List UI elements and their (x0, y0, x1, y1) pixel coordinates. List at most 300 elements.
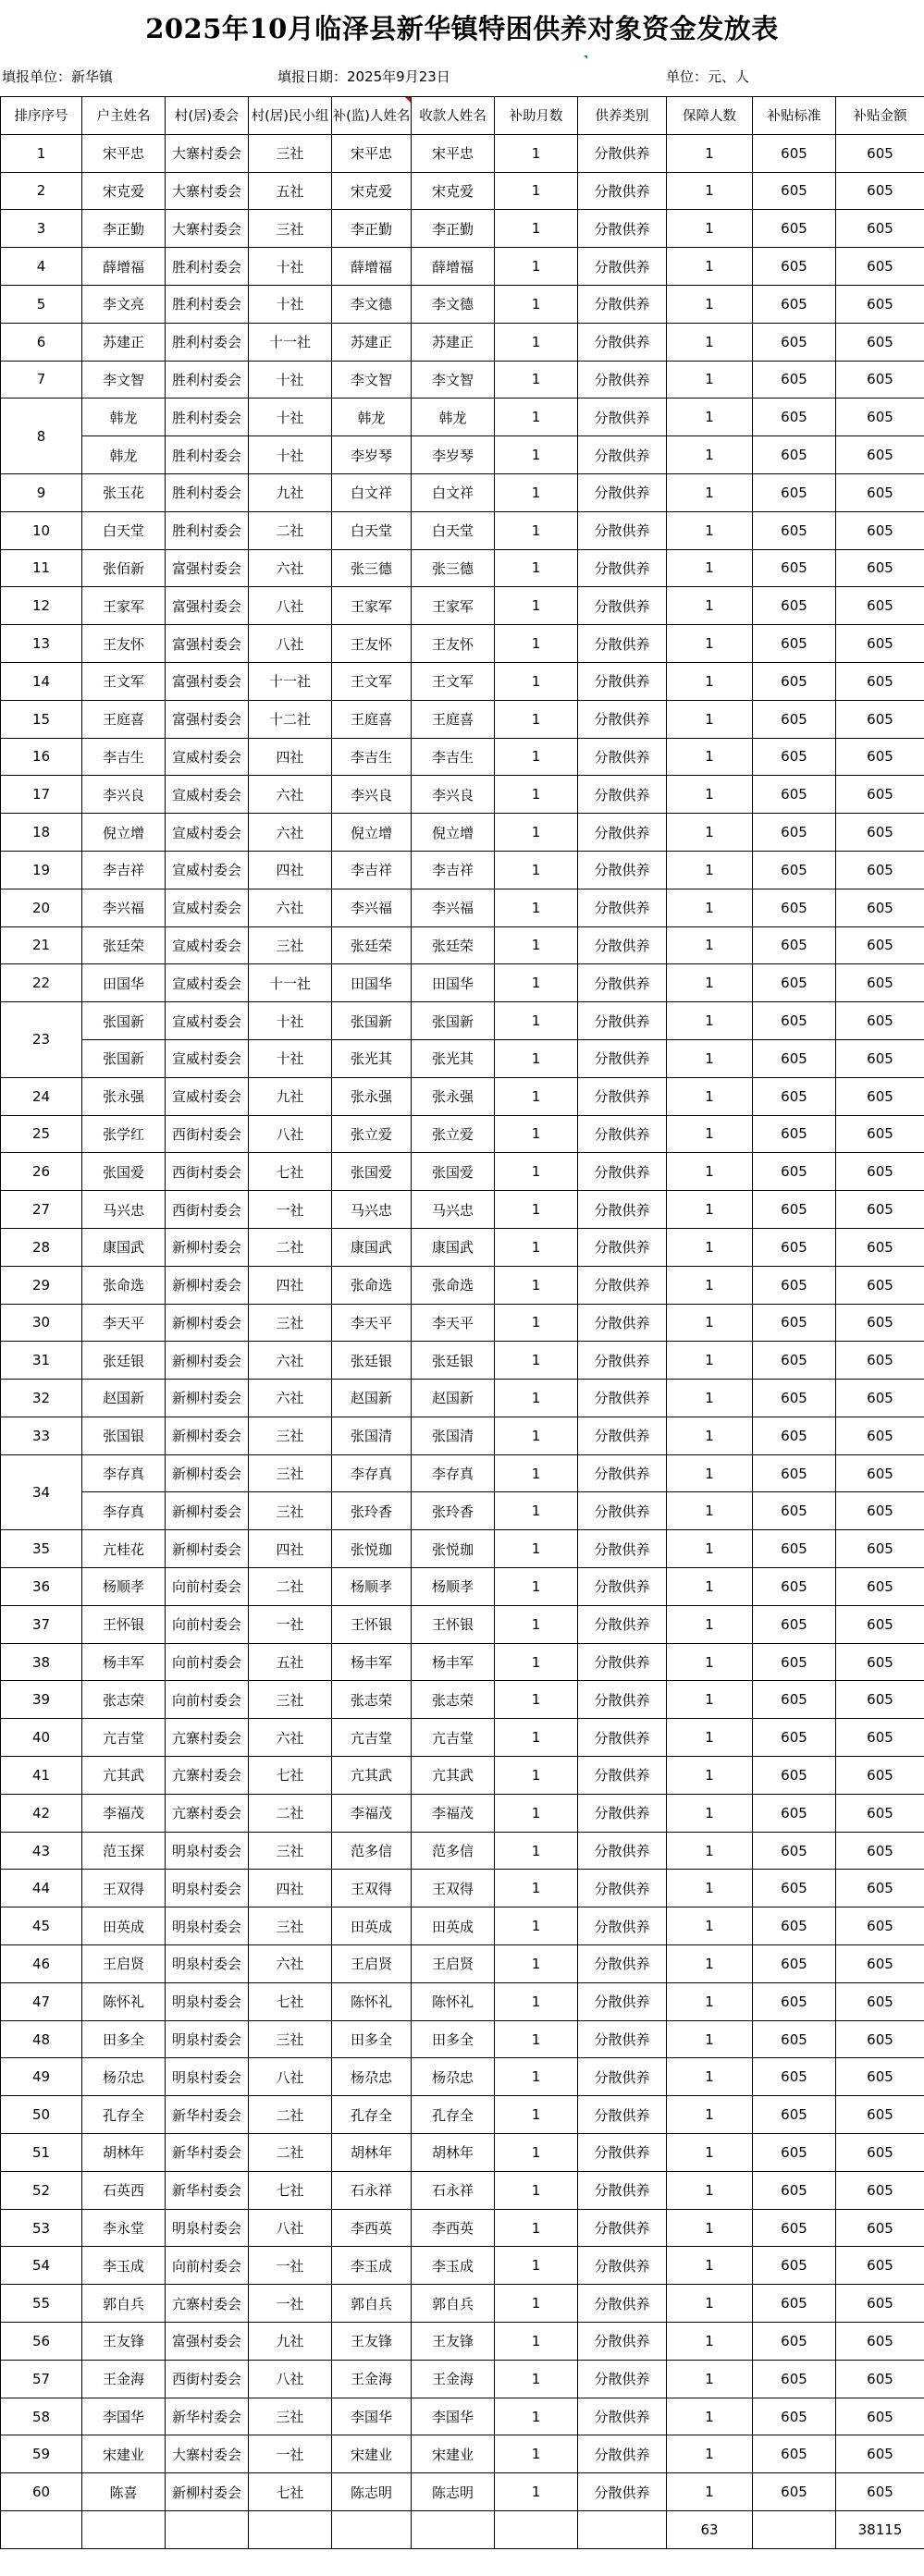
amount-cell: 605 (836, 172, 924, 210)
payee-cell: 王文军 (412, 662, 495, 700)
table-row (1, 1191, 924, 1229)
amount-cell: 605 (836, 625, 924, 663)
serial-cell: 44 (1, 1870, 82, 1907)
householder-cell: 李天平 (82, 1304, 166, 1342)
payee-cell: 亢其武 (412, 1757, 495, 1795)
serial-cell: 55 (1, 2285, 82, 2323)
months-cell: 1 (495, 776, 578, 814)
type-cell: 分散供养 (578, 2360, 667, 2398)
months-cell: 1 (495, 436, 578, 474)
standard-cell: 605 (753, 323, 836, 361)
type-cell: 分散供养 (578, 1304, 667, 1342)
payee-cell: 石永祥 (412, 2171, 495, 2209)
type-cell: 分散供养 (578, 399, 667, 436)
group-cell: 六社 (249, 776, 332, 814)
months-cell: 1 (495, 1002, 578, 1040)
village-cell: 亢寨村委会 (166, 1719, 249, 1757)
type-cell: 分散供养 (578, 1643, 667, 1681)
type-cell: 分散供养 (578, 851, 667, 889)
standard-cell: 605 (753, 1530, 836, 1568)
standard-cell: 605 (753, 2020, 836, 2058)
serial-cell: 56 (1, 2323, 82, 2361)
householder-cell: 范玉探 (82, 1832, 166, 1870)
type-cell: 分散供养 (578, 2209, 667, 2247)
months-cell: 1 (495, 1757, 578, 1795)
group-cell: 三社 (249, 1907, 332, 1945)
table-row (1, 1417, 924, 1454)
type-cell: 分散供养 (578, 2096, 667, 2134)
months-cell: 1 (495, 1342, 578, 1380)
type-cell: 分散供养 (578, 1982, 667, 2020)
serial-cell: 42 (1, 1794, 82, 1832)
months-cell: 1 (495, 2398, 578, 2435)
type-cell: 分散供养 (578, 1681, 667, 1719)
standard-cell: 605 (753, 1719, 836, 1757)
serial-cell: 60 (1, 2473, 82, 2511)
amount-cell: 605 (836, 1907, 924, 1945)
amount-cell: 605 (836, 323, 924, 361)
group-cell: 十社 (249, 1002, 332, 1040)
group-cell: 二社 (249, 1794, 332, 1832)
serial-cell: 39 (1, 1681, 82, 1719)
amount-cell: 605 (836, 248, 924, 286)
householder-cell: 孔存全 (82, 2096, 166, 2134)
months-cell: 1 (495, 1266, 578, 1304)
householder-cell: 康国武 (82, 1228, 166, 1266)
months-cell: 1 (495, 2435, 578, 2473)
person-cell: 王金海 (332, 2360, 412, 2398)
person-cell: 李福茂 (332, 1794, 412, 1832)
group-cell: 二社 (249, 2096, 332, 2134)
village-cell: 新华村委会 (166, 2171, 249, 2209)
cell-comment-marker (584, 55, 587, 59)
standard-cell: 605 (753, 436, 836, 474)
payee-cell: 田国华 (412, 964, 495, 1002)
count-cell: 1 (667, 134, 753, 172)
table-row (1, 285, 924, 323)
months-cell: 1 (495, 1907, 578, 1945)
village-cell: 胜利村委会 (166, 473, 249, 511)
person-cell: 李文德 (332, 285, 412, 323)
payee-cell: 陈志明 (412, 2473, 495, 2511)
village-cell: 新柳村委会 (166, 1342, 249, 1380)
months-cell: 1 (495, 2058, 578, 2096)
amount-cell: 605 (836, 1039, 924, 1077)
table-row (1, 1605, 924, 1643)
table-row (1, 776, 924, 814)
amount-cell: 605 (836, 851, 924, 889)
count-cell: 1 (667, 285, 753, 323)
table-row (1, 134, 924, 172)
months-cell: 1 (495, 2209, 578, 2247)
count-cell: 1 (667, 889, 753, 926)
count-cell: 1 (667, 1757, 753, 1795)
village-cell: 富强村委会 (166, 2323, 249, 2361)
months-cell: 1 (495, 399, 578, 436)
header-serial: 排序序号 (1, 97, 82, 135)
person-cell: 马兴忠 (332, 1191, 412, 1229)
type-cell: 分散供养 (578, 1870, 667, 1907)
group-cell: 六社 (249, 549, 332, 587)
amount-cell: 605 (836, 1719, 924, 1757)
householder-cell: 张国新 (82, 1039, 166, 1077)
person-cell: 胡林年 (332, 2134, 412, 2172)
payee-cell: 张悦珈 (412, 1530, 495, 1568)
householder-cell: 王友锋 (82, 2323, 166, 2361)
standard-cell: 605 (753, 172, 836, 210)
group-cell: 九社 (249, 473, 332, 511)
months-cell: 1 (495, 2020, 578, 2058)
months-cell: 1 (495, 2285, 578, 2323)
totals-row (1, 2511, 924, 2549)
village-cell: 胜利村委会 (166, 399, 249, 436)
group-cell: 七社 (249, 2473, 332, 2511)
householder-cell: 李福茂 (82, 1794, 166, 1832)
type-cell: 分散供养 (578, 134, 667, 172)
header-group: 村(居)民小组 (249, 97, 332, 135)
type-cell: 分散供养 (578, 2323, 667, 2361)
header-payee: 收款人姓名 (412, 97, 495, 135)
table-row (1, 2398, 924, 2435)
payee-cell: 杨丰军 (412, 1643, 495, 1681)
group-cell: 三社 (249, 2020, 332, 2058)
village-cell: 明泉村委会 (166, 1870, 249, 1907)
payee-cell: 白文祥 (412, 473, 495, 511)
village-cell: 向前村委会 (166, 1568, 249, 1606)
standard-cell: 605 (753, 1304, 836, 1342)
village-cell: 富强村委会 (166, 549, 249, 587)
months-cell: 1 (495, 285, 578, 323)
village-cell: 胜利村委会 (166, 361, 249, 399)
months-cell: 1 (495, 889, 578, 926)
standard-cell: 605 (753, 134, 836, 172)
householder-cell: 薛增福 (82, 248, 166, 286)
serial-cell: 4 (1, 248, 82, 286)
type-cell: 分散供养 (578, 1530, 667, 1568)
group-cell: 十社 (249, 1039, 332, 1077)
group-cell: 二社 (249, 511, 332, 549)
person-cell: 李天平 (332, 1304, 412, 1342)
table-row (1, 2171, 924, 2209)
householder-cell: 杨尕忠 (82, 2058, 166, 2096)
table-row (1, 1039, 924, 1077)
group-cell: 四社 (249, 851, 332, 889)
serial-cell: 48 (1, 2020, 82, 2058)
amount-cell: 605 (836, 2020, 924, 2058)
page-title: 2025年10月临泽县新华镇特困供养对象资金发放表 (145, 13, 779, 44)
serial-cell: 49 (1, 2058, 82, 2096)
amount-cell: 605 (836, 926, 924, 964)
table-row (1, 1266, 924, 1304)
months-cell: 1 (495, 549, 578, 587)
householder-cell: 张廷银 (82, 1342, 166, 1380)
table-row (1, 1380, 924, 1417)
payee-cell: 郭自兵 (412, 2285, 495, 2323)
person-cell: 张永强 (332, 1077, 412, 1115)
serial-cell: 1 (1, 134, 82, 172)
standard-cell: 605 (753, 2473, 836, 2511)
amount-cell: 605 (836, 1643, 924, 1681)
group-cell: 三社 (249, 2398, 332, 2435)
group-cell: 十社 (249, 285, 332, 323)
count-cell: 1 (667, 1454, 753, 1492)
serial-cell: 58 (1, 2398, 82, 2435)
village-cell: 新柳村委会 (166, 1304, 249, 1342)
type-cell: 分散供养 (578, 2398, 667, 2435)
months-cell: 1 (495, 1153, 578, 1191)
serial-cell: 45 (1, 1907, 82, 1945)
group-cell: 十一社 (249, 964, 332, 1002)
amount-cell: 605 (836, 1304, 924, 1342)
householder-cell: 田英成 (82, 1907, 166, 1945)
table-row (1, 662, 924, 700)
type-cell: 分散供养 (578, 2473, 667, 2511)
table-row (1, 549, 924, 587)
person-cell: 张玲香 (332, 1492, 412, 1530)
months-cell: 1 (495, 2096, 578, 2134)
payee-cell: 李福茂 (412, 1794, 495, 1832)
group-cell: 七社 (249, 2171, 332, 2209)
empty-cell (1, 2511, 82, 2549)
table-row (1, 2473, 924, 2511)
person-cell: 王友怀 (332, 625, 412, 663)
count-cell: 1 (667, 1077, 753, 1115)
amount-cell: 605 (836, 134, 924, 172)
count-cell: 1 (667, 2247, 753, 2285)
amount-cell: 605 (836, 889, 924, 926)
payee-cell: 李吉生 (412, 738, 495, 776)
person-cell: 王启贤 (332, 1945, 412, 1983)
type-cell: 分散供养 (578, 210, 667, 248)
amount-cell: 605 (836, 738, 924, 776)
group-cell: 五社 (249, 172, 332, 210)
person-cell: 王双得 (332, 1870, 412, 1907)
householder-cell: 李兴福 (82, 889, 166, 926)
count-cell: 1 (667, 1039, 753, 1077)
village-cell: 明泉村委会 (166, 1832, 249, 1870)
person-cell: 白文祥 (332, 473, 412, 511)
count-cell: 1 (667, 2473, 753, 2511)
type-cell: 分散供养 (578, 248, 667, 286)
village-cell: 明泉村委会 (166, 2209, 249, 2247)
person-cell: 宋平忠 (332, 134, 412, 172)
amount-cell: 605 (836, 1530, 924, 1568)
village-cell: 新华村委会 (166, 2134, 249, 2172)
householder-cell: 杨丰军 (82, 1643, 166, 1681)
type-cell: 分散供养 (578, 473, 667, 511)
type-cell: 分散供养 (578, 323, 667, 361)
person-cell: 田英成 (332, 1907, 412, 1945)
village-cell: 明泉村委会 (166, 1945, 249, 1983)
table-row (1, 2360, 924, 2398)
person-cell: 李西英 (332, 2209, 412, 2247)
table-row (1, 2323, 924, 2361)
village-cell: 新柳村委会 (166, 1266, 249, 1304)
header-months: 补助月数 (495, 97, 578, 135)
village-cell: 富强村委会 (166, 587, 249, 625)
type-cell: 分散供养 (578, 700, 667, 738)
group-cell: 六社 (249, 889, 332, 926)
payee-cell: 李西英 (412, 2209, 495, 2247)
count-cell: 1 (667, 436, 753, 474)
standard-cell: 605 (753, 210, 836, 248)
header-person: 补(监)人姓名 (332, 97, 412, 135)
amount-cell: 605 (836, 511, 924, 549)
count-cell: 1 (667, 1228, 753, 1266)
count-cell: 1 (667, 700, 753, 738)
village-cell: 富强村委会 (166, 700, 249, 738)
amount-cell: 605 (836, 1002, 924, 1040)
person-cell: 张国清 (332, 1417, 412, 1454)
type-cell: 分散供养 (578, 1417, 667, 1454)
householder-cell: 韩龙 (82, 436, 166, 474)
empty-cell (753, 2511, 836, 2549)
group-cell: 八社 (249, 2058, 332, 2096)
payee-cell: 张永强 (412, 1077, 495, 1115)
householder-cell: 王怀银 (82, 1605, 166, 1643)
type-cell: 分散供养 (578, 2134, 667, 2172)
payee-cell: 杨尕忠 (412, 2058, 495, 2096)
serial-cell: 19 (1, 851, 82, 889)
amount-cell: 605 (836, 1115, 924, 1153)
empty-cell (578, 2511, 667, 2549)
village-cell: 向前村委会 (166, 1605, 249, 1643)
person-cell: 李国华 (332, 2398, 412, 2435)
amount-cell: 605 (836, 2398, 924, 2435)
village-cell: 宣威村委会 (166, 889, 249, 926)
group-cell: 十社 (249, 399, 332, 436)
serial-cell: 52 (1, 2171, 82, 2209)
person-cell: 王文军 (332, 662, 412, 700)
payee-cell: 王金海 (412, 2360, 495, 2398)
group-cell: 三社 (249, 134, 332, 172)
group-cell: 六社 (249, 814, 332, 852)
group-cell: 四社 (249, 1870, 332, 1907)
householder-cell: 亢吉堂 (82, 1719, 166, 1757)
amount-cell: 605 (836, 2209, 924, 2247)
reporting-unit: 填报单位：新华镇 (2, 68, 114, 85)
village-cell: 新柳村委会 (166, 1530, 249, 1568)
village-cell: 宣威村委会 (166, 738, 249, 776)
amount-cell: 605 (836, 2473, 924, 2511)
months-cell: 1 (495, 1077, 578, 1115)
standard-cell: 605 (753, 625, 836, 663)
count-cell: 1 (667, 1719, 753, 1757)
type-cell: 分散供养 (578, 1907, 667, 1945)
payee-cell: 薛增福 (412, 248, 495, 286)
person-cell: 张悦珈 (332, 1530, 412, 1568)
serial-cell: 7 (1, 361, 82, 399)
group-cell: 三社 (249, 1832, 332, 1870)
count-cell: 1 (667, 1492, 753, 1530)
table-row (1, 625, 924, 663)
months-cell: 1 (495, 1719, 578, 1757)
householder-cell: 张玉花 (82, 473, 166, 511)
type-cell: 分散供养 (578, 1039, 667, 1077)
payee-cell: 田英成 (412, 1907, 495, 1945)
amount-cell: 605 (836, 210, 924, 248)
table-row (1, 248, 924, 286)
village-cell: 宣威村委会 (166, 851, 249, 889)
table-row (1, 172, 924, 210)
payee-cell: 李正勤 (412, 210, 495, 248)
group-cell: 四社 (249, 1530, 332, 1568)
standard-cell: 605 (753, 587, 836, 625)
amount-cell: 605 (836, 1794, 924, 1832)
serial-cell: 37 (1, 1605, 82, 1643)
person-cell: 李吉生 (332, 738, 412, 776)
payee-cell: 张国爱 (412, 1153, 495, 1191)
type-cell: 分散供养 (578, 814, 667, 852)
serial-cell: 9 (1, 473, 82, 511)
table-row (1, 2134, 924, 2172)
table-row (1, 700, 924, 738)
payee-cell: 宋建业 (412, 2435, 495, 2473)
table-row (1, 1870, 924, 1907)
standard-cell: 605 (753, 1115, 836, 1153)
months-cell: 1 (495, 2247, 578, 2285)
count-cell: 1 (667, 1870, 753, 1907)
table-row (1, 851, 924, 889)
amount-cell: 605 (836, 587, 924, 625)
months-cell: 1 (495, 361, 578, 399)
standard-cell: 605 (753, 2209, 836, 2247)
payee-cell: 王庭喜 (412, 700, 495, 738)
count-cell: 1 (667, 814, 753, 852)
standard-cell: 605 (753, 1039, 836, 1077)
table-row (1, 964, 924, 1002)
village-cell: 亢寨村委会 (166, 1794, 249, 1832)
payee-cell: 张三德 (412, 549, 495, 587)
standard-cell: 605 (753, 1228, 836, 1266)
table-row (1, 1757, 924, 1795)
householder-cell: 张佰新 (82, 549, 166, 587)
group-cell: 八社 (249, 587, 332, 625)
type-cell: 分散供养 (578, 587, 667, 625)
amount-cell: 605 (836, 1982, 924, 2020)
serial-cell: 59 (1, 2435, 82, 2473)
payee-cell: 杨顺孝 (412, 1568, 495, 1606)
empty-cell (82, 2511, 166, 2549)
type-cell: 分散供养 (578, 2285, 667, 2323)
amount-cell: 605 (836, 1417, 924, 1454)
header-amount: 补贴金额 (836, 97, 924, 135)
payee-cell: 白天堂 (412, 511, 495, 549)
table-row (1, 1530, 924, 1568)
amount-cell: 605 (836, 2285, 924, 2323)
village-cell: 宣威村委会 (166, 926, 249, 964)
type-cell: 分散供养 (578, 361, 667, 399)
empty-cell (249, 2511, 332, 2549)
householder-cell: 李国华 (82, 2398, 166, 2435)
householder-cell: 亢其武 (82, 1757, 166, 1795)
amount-cell: 605 (836, 549, 924, 587)
amount-cell: 605 (836, 2323, 924, 2361)
table-row (1, 1304, 924, 1342)
village-cell: 新柳村委会 (166, 1380, 249, 1417)
person-cell: 李兴良 (332, 776, 412, 814)
count-cell: 1 (667, 738, 753, 776)
standard-cell: 605 (753, 473, 836, 511)
amount-cell: 605 (836, 1870, 924, 1907)
person-cell: 陈志明 (332, 2473, 412, 2511)
amount-cell: 605 (836, 473, 924, 511)
payee-cell: 李存真 (412, 1454, 495, 1492)
group-cell: 六社 (249, 1719, 332, 1757)
count-cell: 1 (667, 1681, 753, 1719)
amount-cell: 605 (836, 964, 924, 1002)
count-cell: 1 (667, 2323, 753, 2361)
